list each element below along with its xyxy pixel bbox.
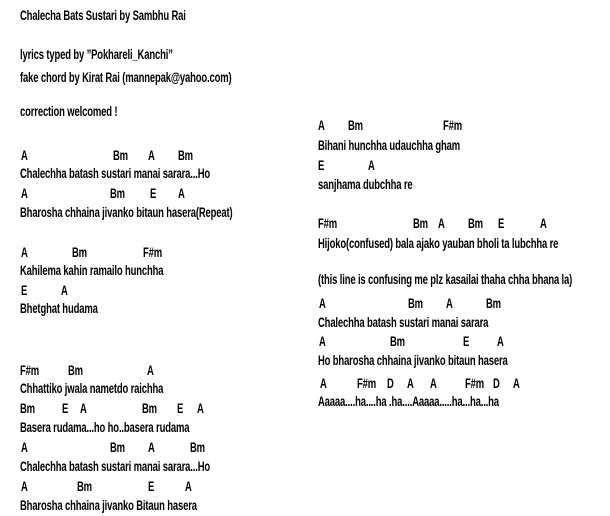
lyric-line: sanjhama dubchha re	[318, 177, 413, 192]
chord-label: F#m	[357, 376, 377, 391]
chord-label: A	[407, 376, 414, 391]
chord-label: Bm	[390, 334, 405, 349]
lyric-line: Chhattiko jwala nametdo raichha	[20, 381, 164, 396]
lyric-line: Chalechha batash sustari manai sarara	[318, 315, 489, 330]
chord-label: A	[446, 296, 453, 311]
chord-label: E	[62, 401, 69, 416]
chord-line	[20, 479, 320, 494]
chord-label: Bm	[413, 216, 428, 231]
chord-label: A	[185, 479, 192, 494]
chord-label: A	[319, 296, 326, 311]
chord-label: A	[513, 376, 520, 391]
chord-label: F#m	[20, 363, 40, 378]
chord-line	[20, 440, 320, 455]
chord-line	[20, 363, 320, 378]
chord-label: A	[21, 440, 28, 455]
lyric-line: Bharosha chhaina jivanko bitaun hasera(Repeat)	[20, 205, 233, 220]
chord-label: F#m	[143, 245, 163, 260]
chord-label: A	[318, 118, 325, 133]
chord-label: A	[178, 186, 185, 201]
lyric-line: Bihani hunchha udauchha gham	[318, 138, 461, 153]
chord-label: A	[368, 158, 375, 173]
chord-label: Bm	[178, 148, 193, 163]
chord-label: A	[21, 148, 28, 163]
chord-label: Bm	[110, 186, 125, 201]
chord-label: D	[387, 376, 394, 391]
lyric-line: Hijoko(confused) bala ajako yauban bholi ta lubchha re	[318, 236, 559, 251]
lyric-line: Bharosha chhaina jivanko Bitaun hasera	[20, 498, 197, 513]
chord-label: D	[493, 376, 500, 391]
chord-label: A	[320, 376, 327, 391]
chord-label: Bm	[110, 440, 125, 455]
chord-line	[318, 118, 610, 133]
lyric-line: Bhetghat hudama	[20, 301, 98, 316]
lyric-line: Basera rudama...ho ho..basera rudama	[20, 420, 190, 435]
chord-label: Bm	[468, 216, 483, 231]
lyric-line: (this line is confusing me plz kasailai thaha chha bhana la)	[318, 272, 573, 287]
lyric-line: Chalechha batash sustari manai sarara...Ho	[20, 166, 211, 181]
chord-label: F#m	[443, 118, 463, 133]
lyric-line: Aaaaa....ha....ha .ha....Aaaaa.....ha...ha...ha	[318, 394, 499, 409]
chord-label: A	[61, 283, 68, 298]
chord-line	[318, 376, 610, 391]
chord-label: Bm	[68, 363, 83, 378]
chord-label: Bm	[408, 296, 423, 311]
chord-line	[20, 401, 320, 416]
chord-label: A	[148, 148, 155, 163]
chord-label: A	[148, 440, 155, 455]
chord-line	[318, 296, 610, 311]
chord-label: Bm	[20, 401, 35, 416]
chord-label: A	[430, 376, 437, 391]
chord-label: A	[319, 334, 326, 349]
chord-label: A	[80, 401, 87, 416]
chord-label: Bm	[77, 479, 92, 494]
chord-label: E	[148, 479, 155, 494]
chord-label: Bm	[113, 148, 128, 163]
chord-label: Bm	[486, 296, 501, 311]
correction-note: correction welcomed !	[20, 104, 118, 119]
left-column	[20, 0, 320, 516]
chord-label: A	[438, 216, 445, 231]
chord-label: Bm	[72, 245, 87, 260]
chord-line	[318, 216, 610, 231]
chord-label: E	[21, 283, 28, 298]
chord-label: E	[463, 334, 470, 349]
chord-label: E	[318, 158, 325, 173]
chord-label: E	[150, 186, 157, 201]
chord-label: A	[21, 186, 28, 201]
chord-label: E	[177, 401, 184, 416]
chord-label: Bm	[190, 440, 205, 455]
lyric-line: Chalechha batash sustari manai sarara...Ho	[20, 459, 211, 474]
right-column	[318, 0, 610, 516]
chord-label: A	[147, 363, 154, 378]
chord-label: F#m	[318, 216, 338, 231]
chord-label: A	[540, 216, 547, 231]
lyric-line: Ho bharosha chhaina jivanko bitaun hasera	[318, 353, 508, 368]
chord-label: E	[498, 216, 505, 231]
chord-line	[20, 186, 320, 201]
chord-line	[20, 283, 320, 298]
lyric-line: Kahilema kahin ramailo hunchha	[20, 263, 164, 278]
chord-label: Bm	[142, 401, 157, 416]
chord-label: Bm	[348, 118, 363, 133]
chord-label: A	[497, 334, 504, 349]
chord-label: A	[21, 245, 28, 260]
page-title: Chalecha Bats Sustari by Sambhu Rai	[20, 8, 186, 23]
chord-label: A	[21, 479, 28, 494]
chord-line	[318, 334, 610, 349]
credit-lyrics: lyrics typed by ”Pokhareli_Kanchi”	[20, 47, 173, 62]
credit-chords: fake chord by Kirat Rai (mannepak@yahoo.com)	[20, 70, 232, 85]
chord-line	[318, 158, 610, 173]
chord-line	[20, 245, 320, 260]
chord-label: F#m	[465, 376, 485, 391]
chord-label: A	[197, 401, 204, 416]
chord-line	[20, 148, 320, 163]
